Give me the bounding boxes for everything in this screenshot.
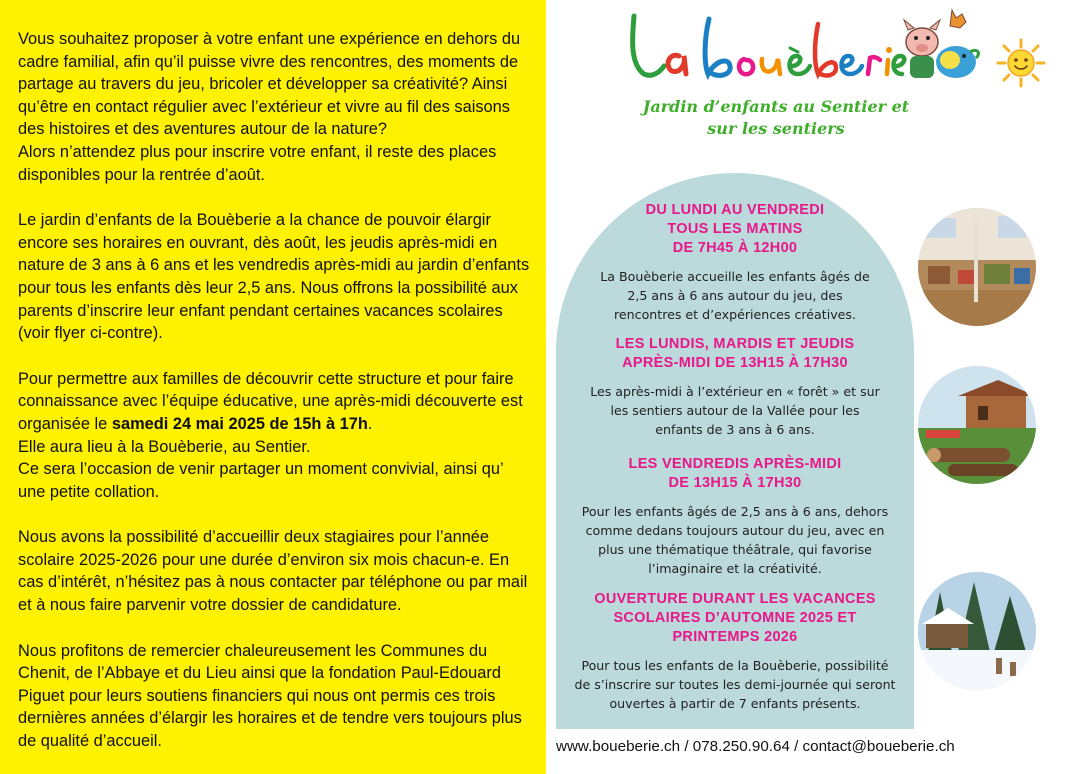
section-mornings-body <box>546 267 924 324</box>
photo-indoor-classroom <box>918 208 1036 326</box>
section-title-line: LES LUNDIS, MARDIS ET JEUDIS <box>615 336 855 352</box>
section-title-line: TOUS LES MATINS <box>667 221 803 237</box>
section-body-line: de s’inscrire sur toutes les demi-journée qui seront <box>574 677 896 692</box>
section-title-line: LES VENDREDIS APRÈS-MIDI <box>628 456 842 472</box>
section-body-line: l’imaginaire et la créativité. <box>648 561 822 576</box>
section-afternoons-outdoor <box>546 335 924 439</box>
section-body-line: Pour tous les enfants de la Bouèberie, possibilité <box>581 658 889 673</box>
open-day-date: samedi 24 mai 2025 de 15h à 17h <box>111 414 368 433</box>
logo-artwork <box>604 4 984 94</box>
section-fridays-body <box>546 502 924 578</box>
intro-text: Vous souhaitez proposer à votre enfant une expérience en dehors du cadre familial, afin qu’il puisse vivre des rencontres, des moments de partage au travers du jeu, bricoler et développer sa créativité? Ainsi qu’être en contact régulier avec l’extérieur et vivre au fil des saisons des histoires et des aventures autour de la nature? <box>18 30 521 139</box>
section-title-line: DE 13H15 À 17H30 <box>668 475 802 491</box>
open-day-text: Pour permettre aux familles de découvrir cette structure et pour faire connaissance avec l’équipe éducative, une après-midi découverte est organisée le <box>18 369 523 433</box>
section-holidays-body <box>546 656 924 713</box>
open-day-collation: Ce sera l’occasion de venir partager un moment convivial, ainsi qu’ une petite collation. <box>18 460 503 501</box>
hours-extension-text: Le jardin d’enfants de la Bouèberie a la chance de pouvoir élargir encore ses horaires en ouvrant, dès août, les jeudis après-midi en nature de 3 ans à 6 ans et les vendredis après-midi au jardin d’enfants pour tous les enfants dès leur 2,5 ans. Nous offrons la possibilité aux parents d’inscrire leur enfant pendant certaines vacances scolaires (voir flyer ci-contre). <box>18 211 530 343</box>
boueberie-logo <box>604 4 984 94</box>
section-body-line: enfants de 3 ans à 6 ans. <box>655 422 815 437</box>
section-fridays-title <box>546 455 924 493</box>
section-body-line: Les après-midi à l’extérieur en « forêt » et sur <box>590 384 880 399</box>
tagline-line-2: sur les sentiers <box>707 119 845 138</box>
section-body-line: La Bouèberie accueille les enfants âgés de <box>600 269 870 284</box>
photo-garden-cabin <box>918 366 1036 484</box>
tagline-line-1: Jardin d’enfants au Sentier et <box>642 97 910 116</box>
contact-footer <box>556 738 1056 755</box>
section-body-line: comme dedans toujours autour du jeu, avec en <box>585 523 885 538</box>
right-flyer-panel <box>546 0 1080 774</box>
section-body-line: les sentiers autour de la Vallée pour les <box>610 403 860 418</box>
section-mornings-title <box>546 201 924 258</box>
section-afternoons-outdoor-body <box>546 382 924 439</box>
section-body-line: ouvertes à partir de 7 enfants présents. <box>609 696 861 711</box>
section-title-line: DE 7H45 À 12H00 <box>672 240 798 256</box>
contact-info: www.boueberie.ch / 078.250.90.64 / contact@boueberie.ch <box>556 738 955 755</box>
hours-extension-paragraph <box>18 209 534 345</box>
section-fridays <box>546 455 924 578</box>
internship-text: Nous avons la possibilité d’accueillir deux stagiaires pour l’année scolaire 2025-2026 pour une durée d’environ six mois chacun-e. En cas d’intérêt, n’hésitez pas à nous contacter par téléphone ou par mail et à nous faire parvenir votre dossier de candidature. <box>18 528 528 615</box>
section-title-line: SCOLAIRES D’AUTOMNE 2025 ET <box>613 610 857 626</box>
internship-paragraph <box>18 526 534 616</box>
section-title-line: PRINTEMPS 2026 <box>672 629 798 645</box>
intro-call-to-action: Alors n’attendez plus pour inscrire votre enfant, il reste des places disponibles pour la rentrée d’août. <box>18 142 497 184</box>
section-title-line: DU LUNDI AU VENDREDI <box>645 202 825 218</box>
section-body-line: Pour les enfants âgés de 2,5 ans à 6 ans, dehors <box>581 504 889 519</box>
open-day-paragraph <box>18 368 534 504</box>
section-afternoons-outdoor-title <box>546 335 924 373</box>
intro-paragraph <box>18 28 534 186</box>
open-day-period: . <box>367 414 373 433</box>
section-title-line: OUVERTURE DURANT LES VACANCES <box>594 591 876 607</box>
section-holidays <box>546 590 924 713</box>
section-mornings <box>546 201 924 324</box>
section-body-line: 2,5 ans à 6 ans autour du jeu, des <box>627 288 843 303</box>
thanks-text: Nous profitons de remercier chaleureusement les Communes du Chenit, de l’Abbaye et du Lieu ainsi que la fondation Paul-Edouard Piguet pour leurs soutiens financiers qui nous ont permis ces trois dernières années d’élargir les horaires et de tendre vers toujours plus de qualité d’accueil. <box>18 641 522 751</box>
section-holidays-title <box>546 590 924 647</box>
tagline <box>626 96 926 140</box>
section-body-line: plus une thématique théâtrale, qui favorise <box>598 542 872 557</box>
section-title-line: APRÈS-MIDI DE 13H15 À 17H30 <box>622 355 848 371</box>
thanks-paragraph <box>18 640 534 753</box>
photo-snowy-forest <box>918 572 1036 690</box>
section-body-line: rencontres et d’expériences créatives. <box>614 307 856 322</box>
open-day-location: Elle aura lieu à la Bouèberie, au Sentier. <box>18 437 311 456</box>
sun-icon <box>996 38 1046 88</box>
